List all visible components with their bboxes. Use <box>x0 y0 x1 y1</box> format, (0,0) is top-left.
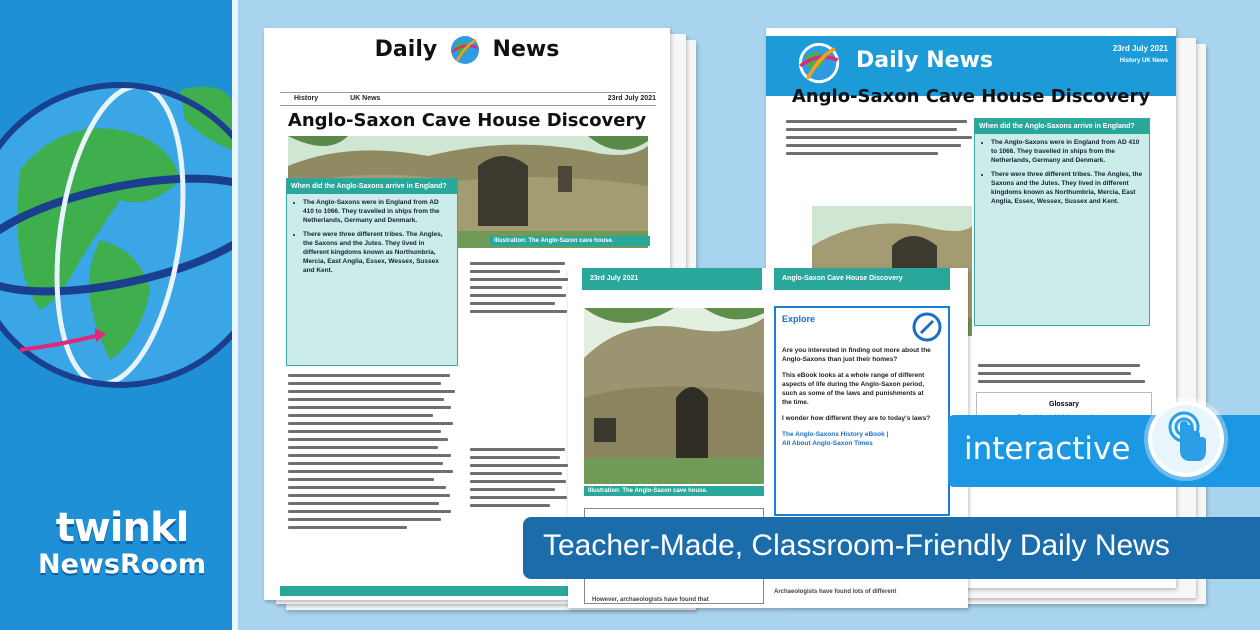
article-body-text <box>978 364 1148 388</box>
tags: History UK News <box>1119 58 1168 64</box>
ebook-link-line1[interactable]: The Anglo-Saxons History eBook | <box>782 431 889 438</box>
globe-illustration <box>0 0 232 460</box>
topic-bar: Anglo-Saxon Cave House Discovery <box>774 268 950 290</box>
explore-text <box>782 346 932 455</box>
globe-logo-icon <box>449 34 481 66</box>
explore-box <box>774 306 950 516</box>
tagline-text: Teacher-Made, Classroom-Friendly Daily News <box>543 529 1170 562</box>
info-box-header: When did the Anglo-Saxons arrive in England? <box>975 119 1149 134</box>
article-body-text <box>288 374 458 534</box>
page-title: Daily News <box>856 48 993 73</box>
date-bar: 23rd July 2021 <box>582 268 762 290</box>
ebook-link[interactable] <box>782 430 932 448</box>
body-line: Archaeologists have found lots of different <box>774 589 897 595</box>
tagline-banner <box>523 517 1260 579</box>
interactive-label: interactive <box>964 431 1131 467</box>
info-box <box>286 178 458 366</box>
explore-title: Explore <box>782 314 816 324</box>
brand-panel <box>0 0 232 630</box>
glossary-title: Glossary <box>1049 401 1079 408</box>
compass-icon <box>912 312 942 342</box>
explore-paragraph: This eBook looks at a whole range of different aspects of life during the Anglo-Saxon period, such as some of the laws and punishments at the time. <box>782 372 925 406</box>
ebook-link-line2[interactable]: All About Anglo-Saxon Times <box>782 440 873 447</box>
info-box-list <box>287 194 457 284</box>
touch-hand-icon <box>1148 401 1224 477</box>
info-point: • The Anglo-Saxons were in England from AD 410 to 1066. They travelled in ships from the Netherlands, Germany and Denmark. <box>991 138 1143 165</box>
page-title <box>264 34 670 66</box>
info-point: • There were three different tribes. The Angles, the Saxons and the Jutes. They lived in different kingdoms known as Northumbria, Mercia, East Anglia, Essex, Wessex, Sussex and Kent. <box>991 170 1143 206</box>
glossary-lines <box>470 448 570 512</box>
info-box-list <box>975 134 1149 215</box>
issue-date: 23rd July 2021 <box>1112 44 1168 53</box>
info-box <box>974 118 1150 326</box>
tag-history: History <box>294 95 319 102</box>
image-caption: Illustration: The Anglo-Saxon cave house. <box>584 486 764 496</box>
image-caption: Illustration: The Anglo-Saxon cave house. <box>490 236 650 246</box>
twinkl-newsroom-logo <box>22 505 222 580</box>
brand-subname: NewsRoom <box>38 549 206 580</box>
article-headline: Anglo-Saxon Cave House Discovery <box>791 86 1151 107</box>
meta-bar <box>280 92 656 106</box>
issue-date: 23rd July 2021 <box>607 95 656 102</box>
info-point: • There were three different tribes. The Angles, the Saxons and the Jutes. They lived in different kingdoms known as Northumbria, Mercia, East Anglia, Essex, Wessex, Sussex and Kent. <box>303 230 451 275</box>
article-body-text <box>786 120 976 160</box>
article-body-text <box>470 262 570 318</box>
interactive-badge <box>948 415 1260 487</box>
body-line: However, archaeologists have found that <box>592 597 709 603</box>
title-daily: Daily <box>374 37 438 62</box>
brand-name: twinkl <box>55 505 189 551</box>
globe-logo-icon <box>796 40 842 86</box>
divider-stripe <box>232 0 238 630</box>
article-headline: Anglo-Saxon Cave House Discovery <box>287 110 647 131</box>
explore-paragraph: Are you interested in finding out more about the Anglo-Saxons than just their homes? <box>782 347 931 363</box>
explore-paragraph: I wonder how different they are to today's laws? <box>782 415 931 422</box>
tag-uk-news: UK News <box>350 95 381 102</box>
cave-illustration <box>584 308 764 484</box>
title-news: News <box>492 37 560 62</box>
info-point: • The Anglo-Saxons were in England from AD 410 to 1066. They travelled in ships from the Netherlands, Germany and Denmark. <box>303 198 451 225</box>
info-box-header: When did the Anglo-Saxons arrive in England? <box>287 179 457 194</box>
